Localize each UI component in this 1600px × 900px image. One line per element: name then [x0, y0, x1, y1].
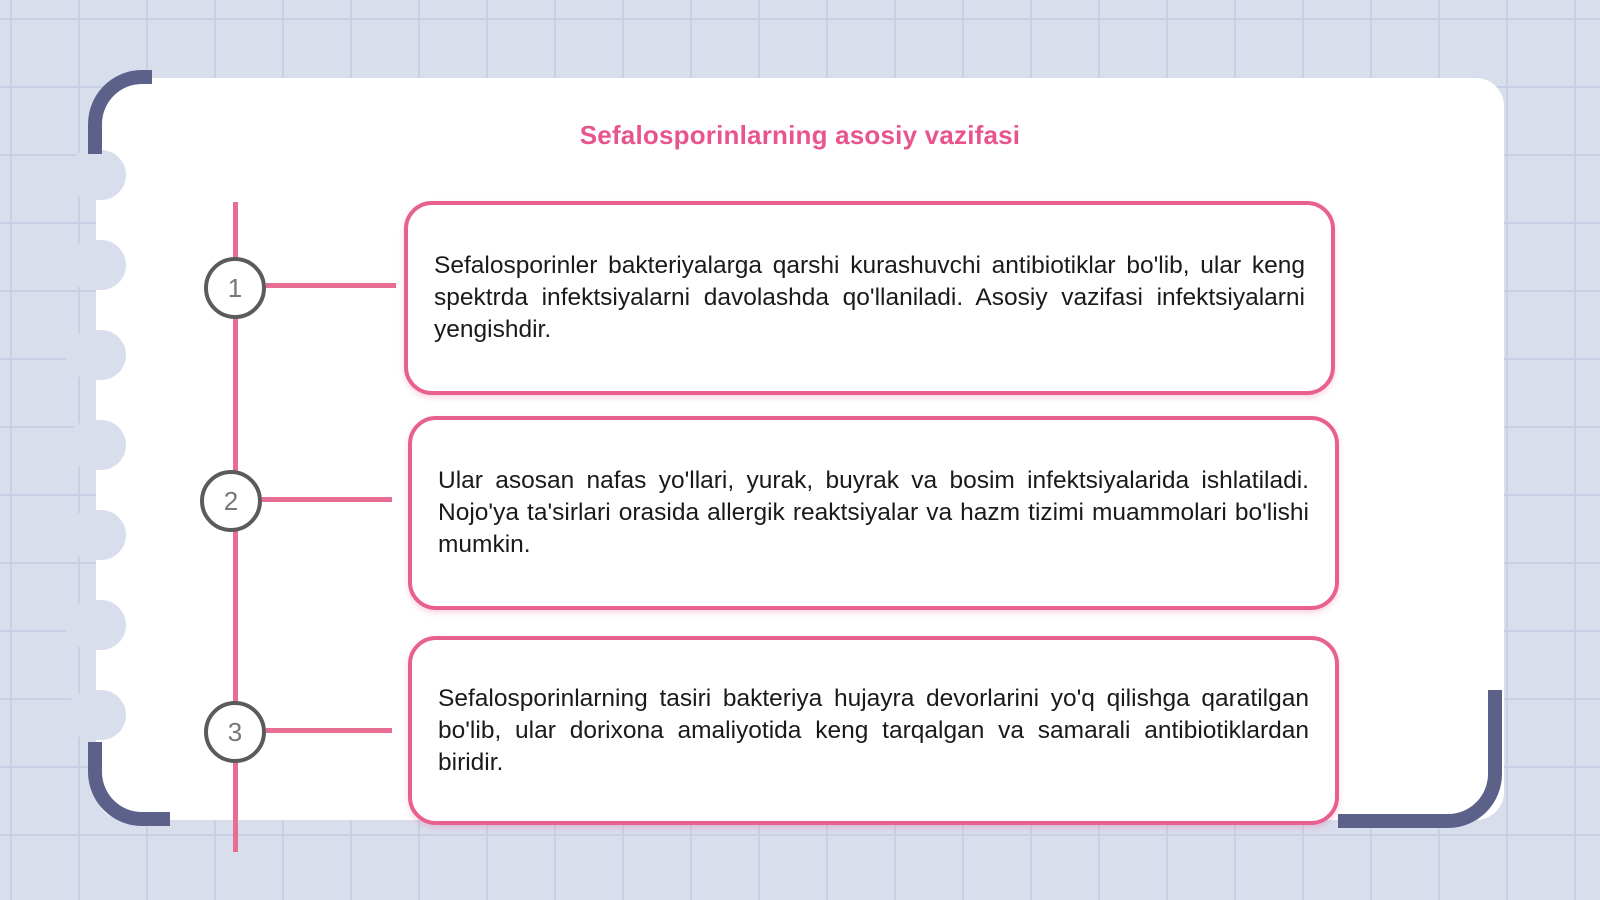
timeline-connector	[266, 283, 396, 288]
step-box-3	[408, 636, 1339, 825]
card-notch	[66, 600, 126, 650]
corner-bracket-bottom-left	[88, 742, 170, 826]
card-notch	[66, 690, 126, 740]
timeline-connector	[266, 728, 392, 733]
step-number-1: 1	[204, 257, 266, 319]
step-text-1: Sefalosporinler bakteriyalarga qarshi kurashuvchi antibiotiklar bo'lib, ular keng spektrda infektsiyalarni davolashda qo'llaniladi. Asosiy vazifasi infektsiyalarni yengishdir.	[434, 252, 1305, 343]
card-notch	[66, 420, 126, 470]
slide-title: Sefalosporinlarning asosiy vazifasi	[579, 120, 1021, 150]
corner-bracket-bottom-right	[1338, 690, 1502, 828]
step-number-3: 3	[204, 701, 266, 763]
timeline-connector	[262, 497, 392, 502]
step-box-2	[408, 416, 1339, 610]
step-number-2: 2	[200, 470, 262, 532]
step-text-3: Sefalosporinlarning tasiri bakteriya hujayra devorlarini yo'q qilishga qaratilgan bo'lib, ular dorixona amaliyotida keng tarqalgan va samarali antibiotiklardan biridir.	[438, 684, 1309, 776]
step-text-2: Ular asosan nafas yo'llari, yurak, buyrak va bosim infektsiyalarida ishlatiladi. Nojo'ya ta'sirlari orasida allergik reaktsiyalar va hazm tizimi muammolari bo'lishi mumkin.	[438, 467, 1309, 558]
card-notch	[66, 150, 126, 200]
card-notch	[66, 510, 126, 560]
step-box-1	[404, 201, 1335, 395]
card-notch	[66, 240, 126, 290]
card-notch	[66, 330, 126, 380]
